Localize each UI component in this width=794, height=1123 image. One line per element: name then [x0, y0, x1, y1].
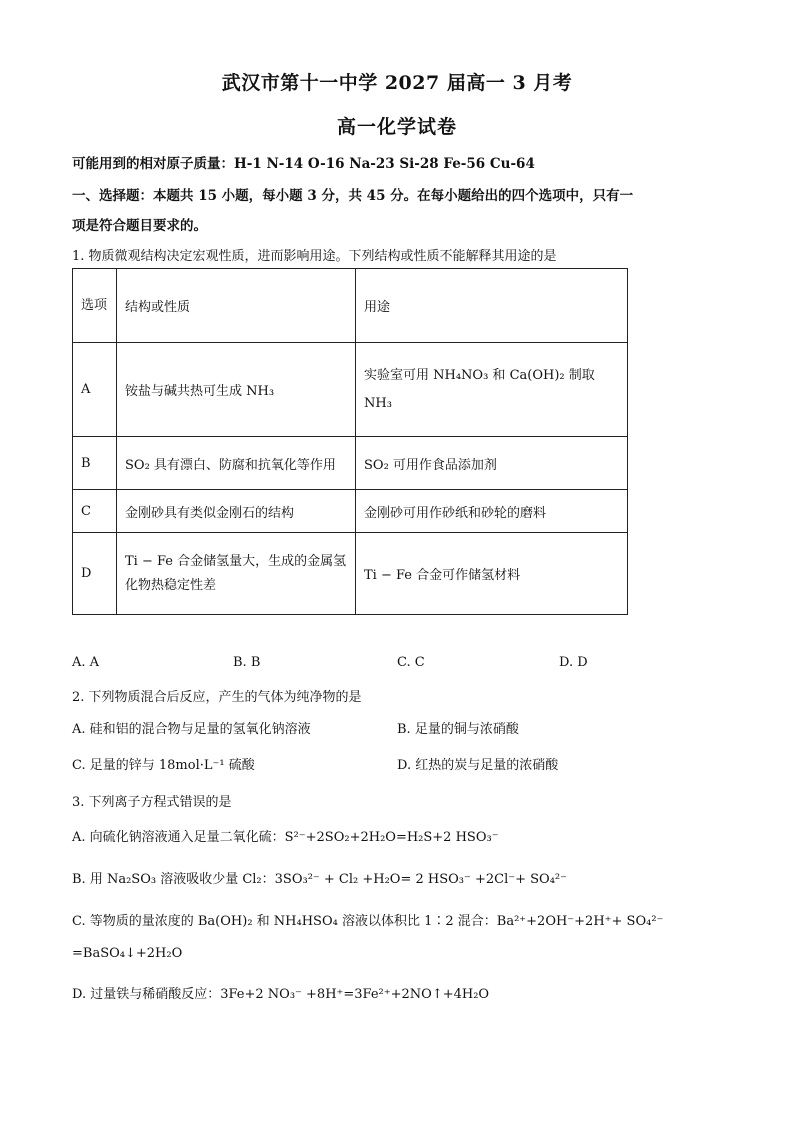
q1-table: [72, 268, 628, 615]
header-use: 用途: [356, 269, 628, 343]
q1-option-a[interactable]: A. A: [72, 655, 100, 670]
row-property: Ti − Fe 合金储氢量大，生成的金属氢化物热稳定性差: [117, 533, 356, 615]
row-use: Ti − Fe 合金可作储氢材料: [356, 533, 628, 615]
q2-option-a[interactable]: A. 硅和铝的混合物与足量的氢氧化钠溶液: [72, 722, 311, 737]
q3-option-b[interactable]: B. 用 Na₂SO₃ 溶液吸收少量 Cl₂：3SO₃²⁻ + Cl₂ +H₂O= 2 HSO₃⁻ +2Cl⁻+ SO₄²⁻: [72, 872, 568, 887]
row-option: C: [73, 490, 117, 533]
table-header-row: [73, 269, 628, 343]
row-use: SO₂ 可用作食品添加剂: [356, 437, 628, 490]
table-row: [73, 343, 628, 437]
q3-stem: 3. 下列离子方程式错误的是: [72, 795, 232, 810]
row-property: 金刚砂具有类似金刚石的结构: [117, 490, 356, 533]
q3-option-c[interactable]: C. 等物质的量浓度的 Ba(OH)₂ 和 NH₄HSO₄ 溶液以体积比 1∶2 混合：Ba²⁺+2OH⁻+2H⁺+ SO₄²⁻: [72, 914, 664, 929]
section-instructions-line1: 一、选择题：本题共 15 小题，每小题 3 分，共 45 分。在每小题给出的四个选项中，只有一: [72, 188, 634, 204]
section-instructions-line2: 项是符合题目要求的。: [72, 218, 207, 234]
q1-option-d[interactable]: D. D: [559, 655, 588, 670]
row-option: A: [73, 343, 117, 437]
q2-option-c[interactable]: C. 足量的锌与 18mol·L⁻¹ 硫酸: [72, 758, 255, 773]
header-option: 选项: [73, 269, 117, 343]
row-use: 实验室可用 NH₄NO₃ 和 Ca(OH)₂ 制取 NH₃: [356, 343, 628, 437]
q2-option-d[interactable]: D. 红热的炭与足量的浓硝酸: [397, 758, 559, 773]
exam-subtitle: 高一化学试卷: [336, 116, 457, 138]
q1-option-b[interactable]: B. B: [233, 655, 261, 670]
row-property: SO₂ 具有漂白、防腐和抗氧化等作用: [117, 437, 356, 490]
q3-option-a[interactable]: A. 向硫化钠溶液通入足量二氧化硫：S²⁻+2SO₂+2H₂O=H₂S+2 HSO₃⁻: [72, 830, 499, 845]
row-option: D: [73, 533, 117, 615]
table-row: [73, 533, 628, 615]
table-row: [73, 490, 628, 533]
table-row: [73, 437, 628, 490]
exam-title: 武汉市第十一中学 2027 届高一 3 月考: [221, 72, 573, 94]
q2-option-b[interactable]: B. 足量的铜与浓硝酸: [397, 722, 519, 737]
header-property: 结构或性质: [117, 269, 356, 343]
row-option: B: [73, 437, 117, 490]
atomic-masses: 可能用到的相对原子质量：H-1 N-14 O-16 Na-23 Si-28 Fe-56 Cu-64: [72, 156, 535, 172]
q2-stem: 2. 下列物质混合后反应，产生的气体为纯净物的是: [72, 690, 362, 705]
row-property: 铵盐与碱共热可生成 NH₃: [117, 343, 356, 437]
q1-stem: 1. 物质微观结构决定宏观性质，进而影响用途。下列结构或性质不能解释其用途的是: [72, 249, 557, 264]
q3-option-c-continued: =BaSO₄↓+2H₂O: [72, 946, 183, 961]
q3-option-d[interactable]: D. 过量铁与稀硝酸反应：3Fe+2 NO₃⁻ +8H⁺=3Fe²⁺+2NO↑+4H₂O: [72, 987, 490, 1002]
row-use: 金刚砂可用作砂纸和砂轮的磨料: [356, 490, 628, 533]
q1-option-c[interactable]: C. C: [397, 655, 425, 670]
